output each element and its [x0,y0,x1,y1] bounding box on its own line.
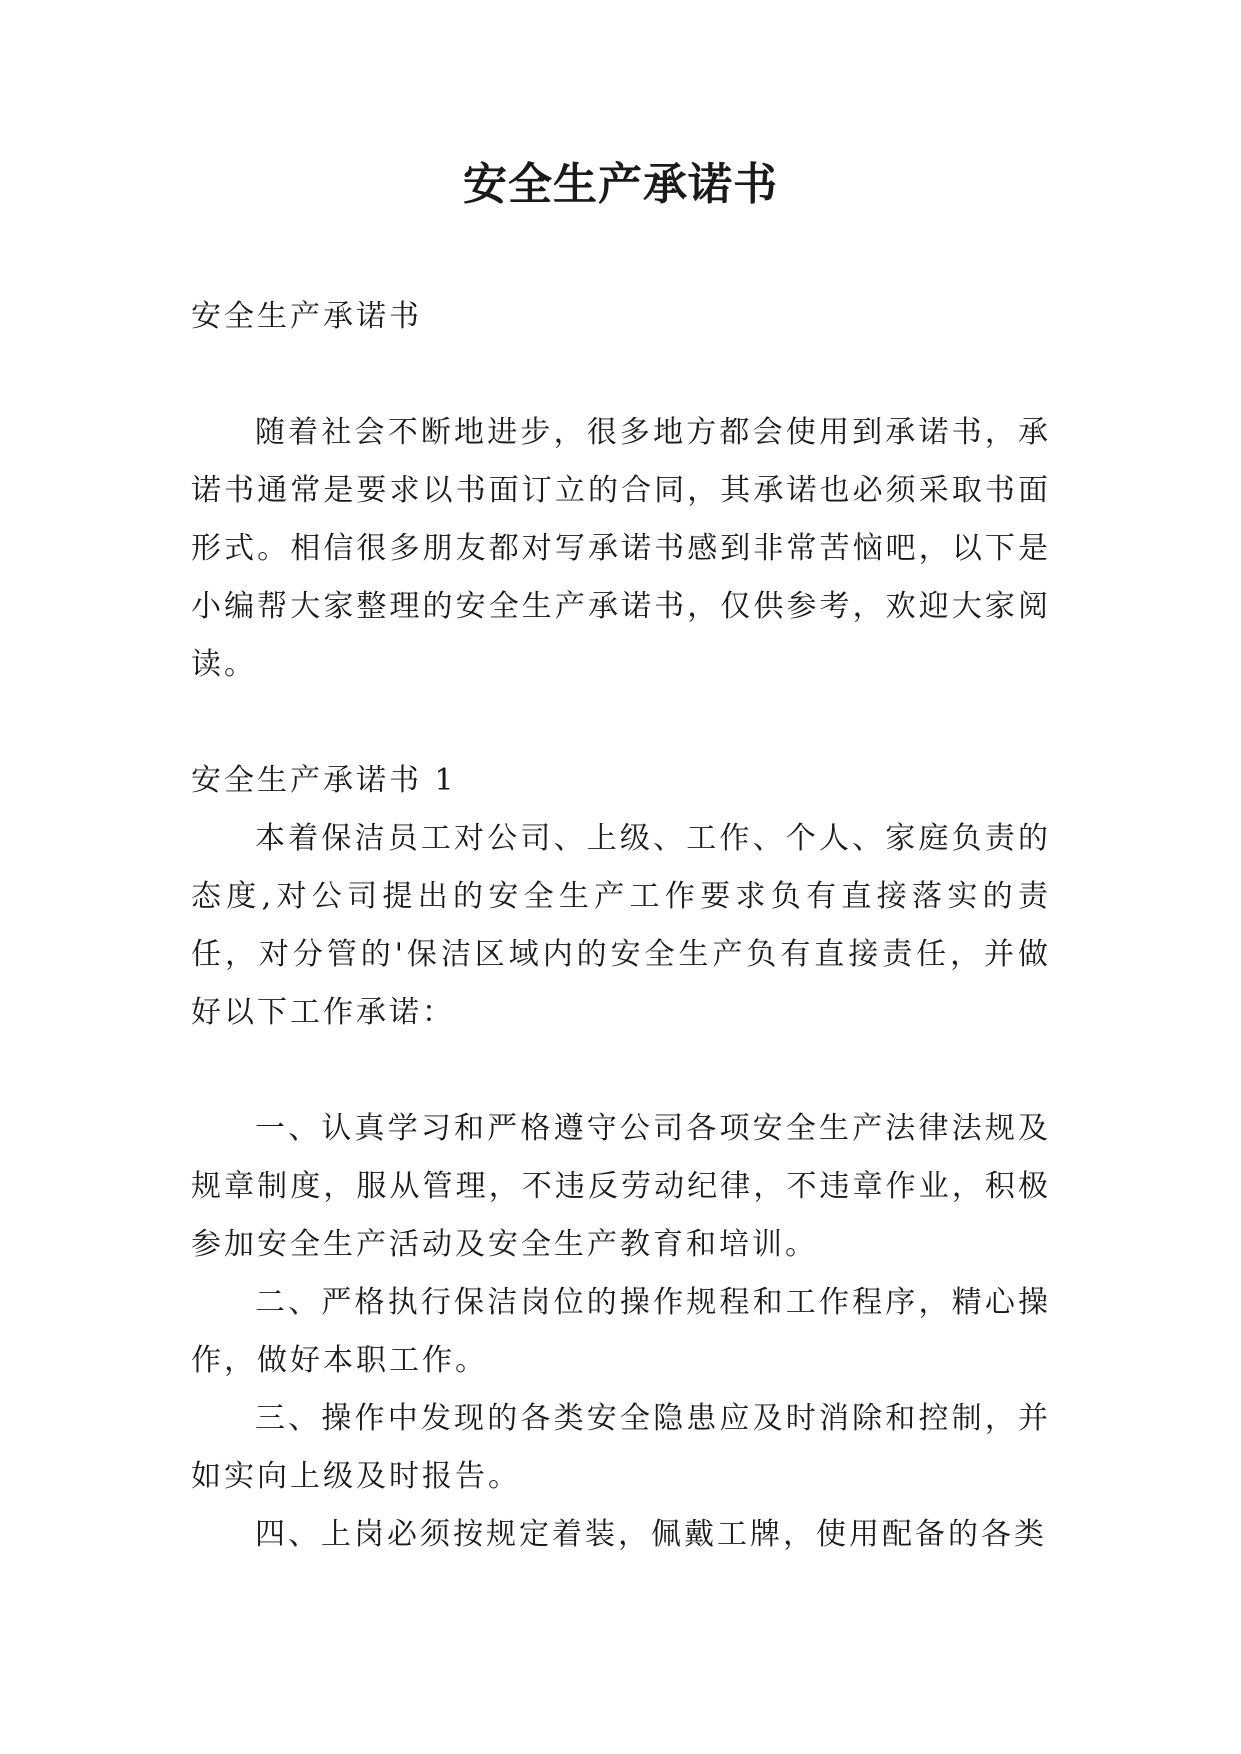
spacer [191,694,1051,752]
list-item: 四、上岗必须按规定着装，佩戴工牌，使用配备的各类 [255,1517,1047,1552]
intro-paragraph: 随着社会不断地进步，很多地方都会使用到承诺书，承诺书通常是要求以书面订立的合同，其承诺也必须采取书面形式。相信很多朋友都对写承诺书感到非常苦恼吧，以下是小编帮大家整理的安全生产承诺书，仅供参考，欢迎大家阅读。 [191,415,1051,682]
section-heading: 安全生产承诺书 1 [191,763,457,798]
document-body [191,288,1051,1564]
list-item: 二、严格执行保洁岗位的操作规程和工作程序，精心操作，做好本职工作。 [191,1285,1051,1378]
document-subtitle: 安全生产承诺书 [191,299,422,334]
list-item: 三、操作中发现的各类安全隐患应及时消除和控制，并如实向上级及时报告。 [191,1401,1051,1494]
list-item: 一、认真学习和严格遵守公司各项安全生产法律法规及规章制度，服从管理，不违反劳动纪律，不违章作业，积极参加安全生产活动及安全生产教育和培训。 [191,1111,1051,1262]
document-title: 安全生产承诺书 [463,159,778,210]
spacer [191,346,1051,404]
spacer [191,1042,1051,1100]
section-paragraph: 本着保洁员工对公司、上级、工作、个人、家庭负责的态度,对公司提出的安全生产工作要求负有直接落实的责任，对分管的'保洁区域内的安全生产负有直接责任，并做好以下工作承诺： [191,821,1051,1030]
